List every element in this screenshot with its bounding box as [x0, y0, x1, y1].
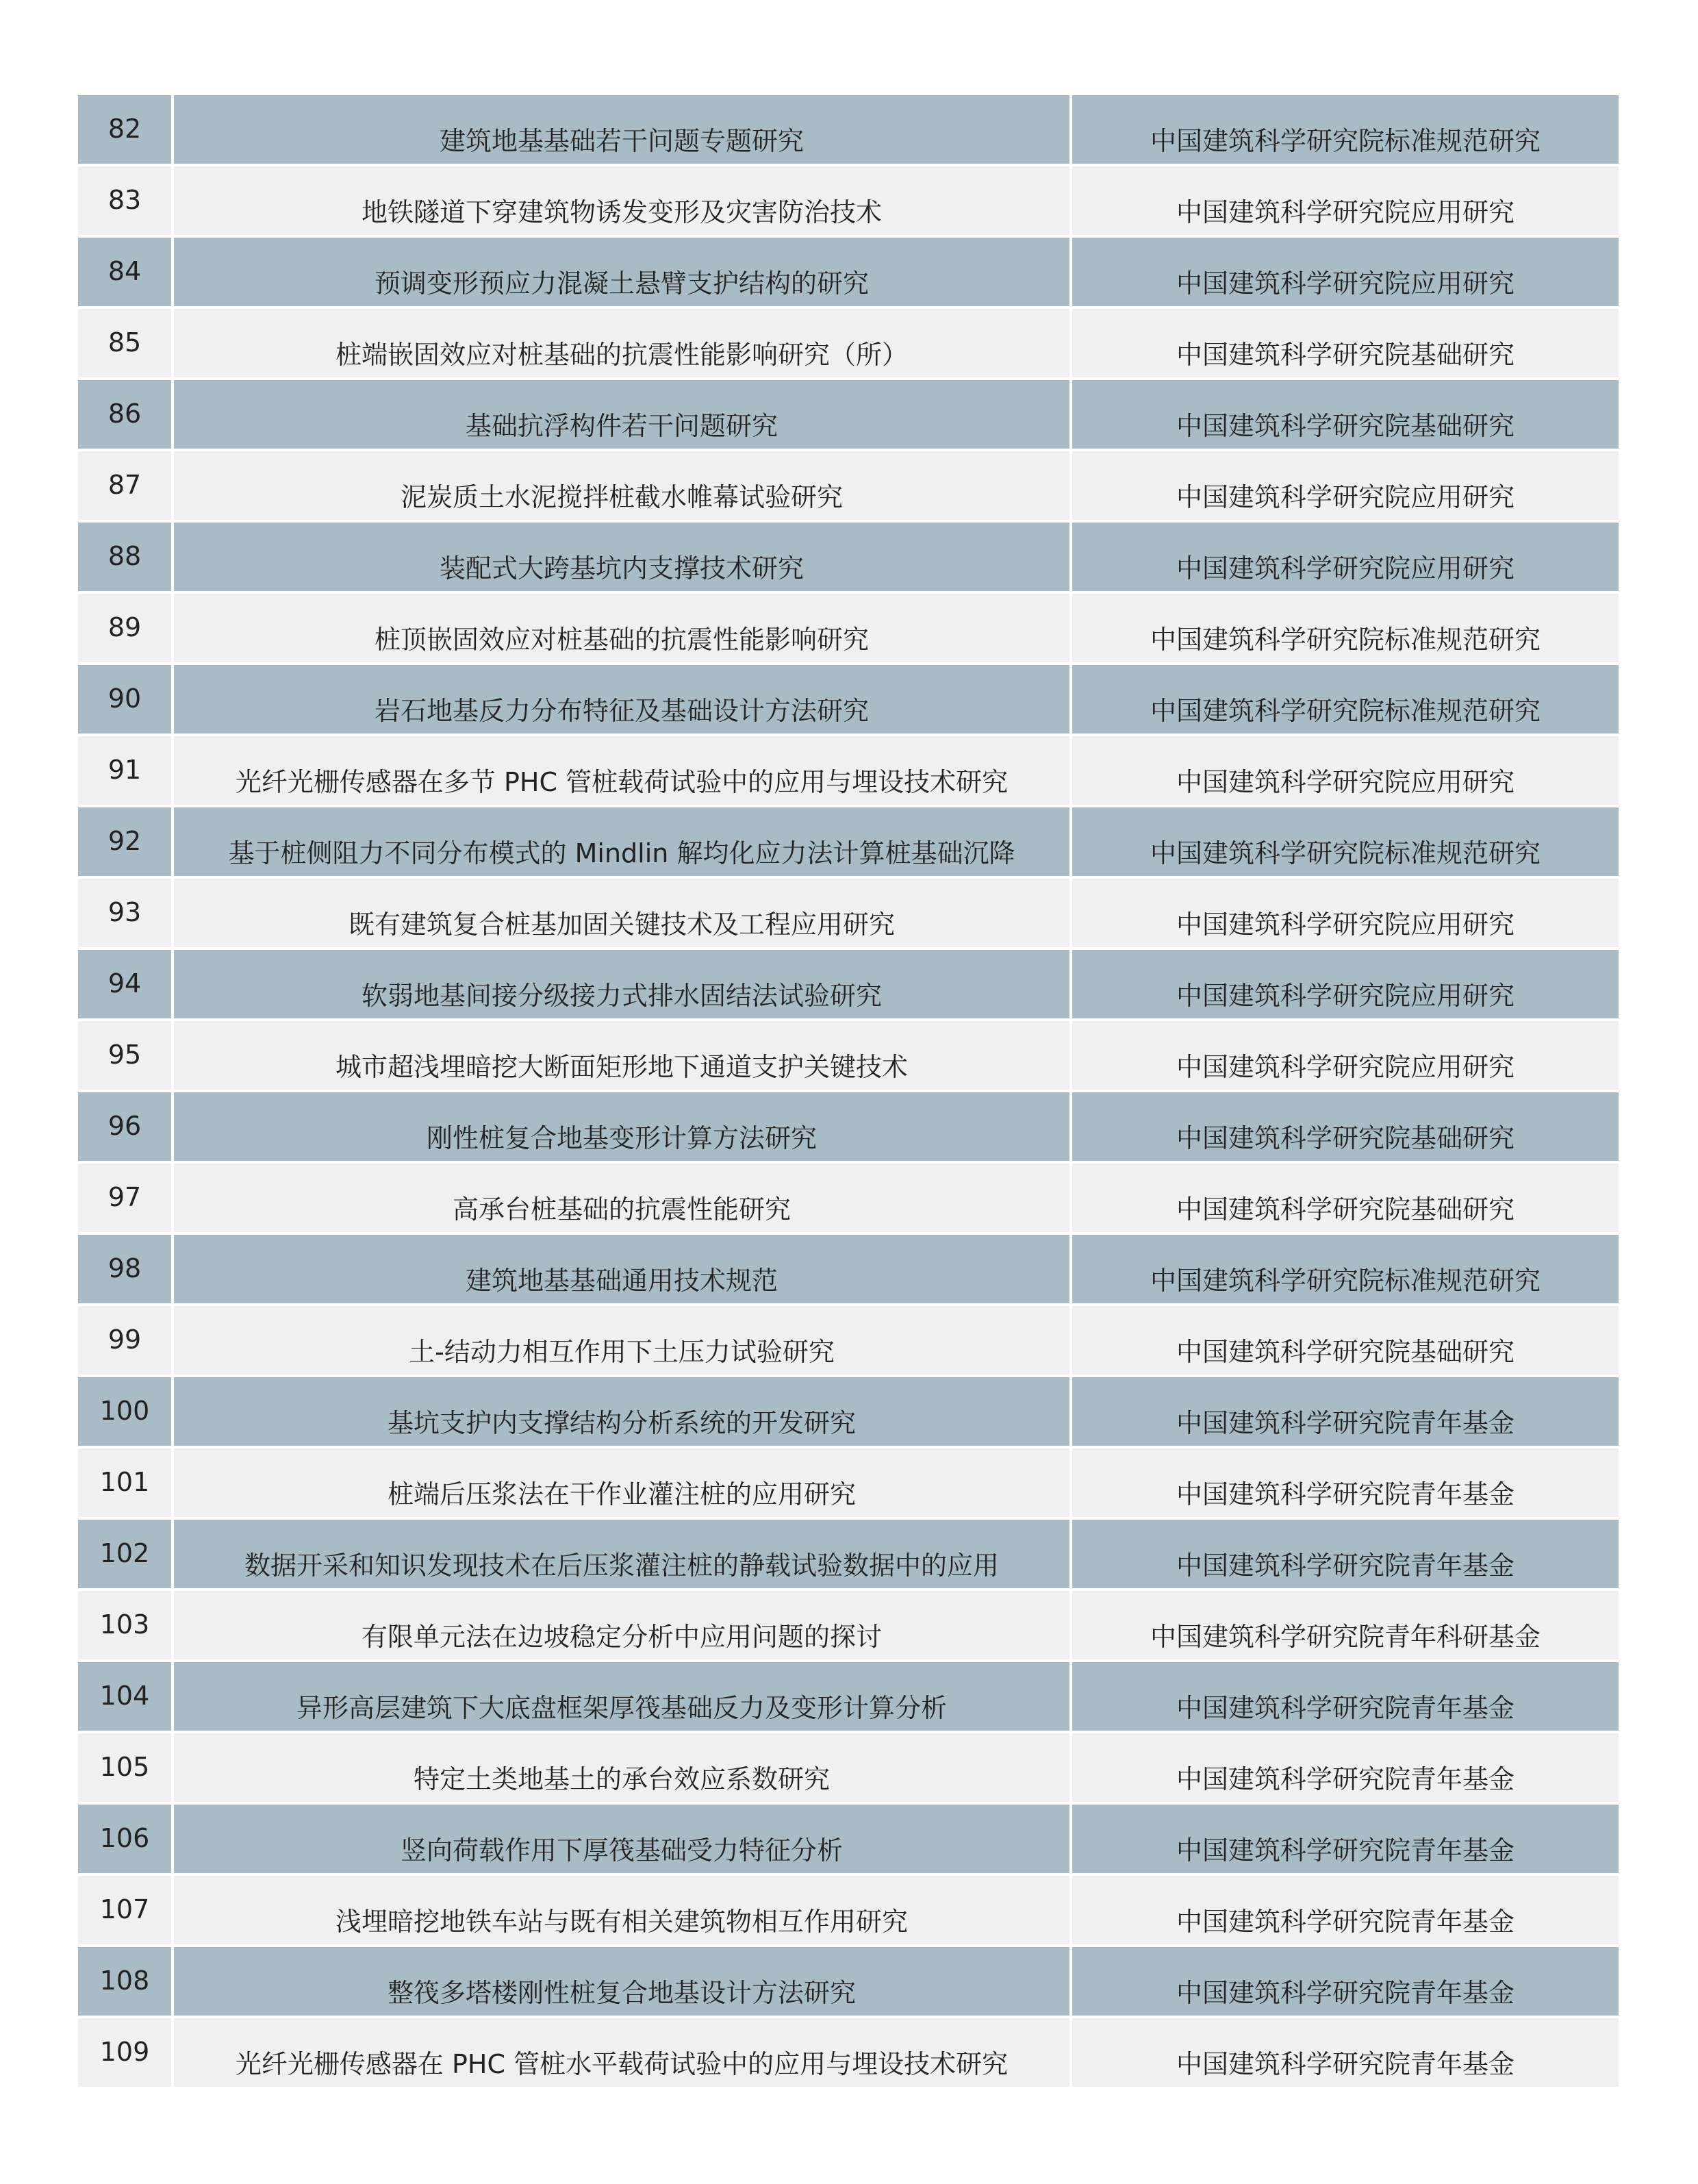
row-number: 106: [99, 1823, 150, 1853]
number-cell: [78, 1235, 171, 1303]
table-row: [78, 665, 1619, 733]
number-cell: [78, 1021, 171, 1090]
row-number: 92: [107, 826, 142, 856]
table-row: [78, 1306, 1619, 1375]
project-title: 预调变形预应力混凝土悬臂支护结构的研究: [374, 268, 869, 299]
row-number: 84: [107, 256, 142, 286]
project-title: 建筑地基基础通用技术规范: [465, 1266, 778, 1296]
number-cell: [78, 879, 171, 947]
number-cell: [78, 1448, 171, 1517]
row-number: 93: [107, 897, 142, 927]
title-cell: [174, 1662, 1069, 1731]
funding-source: 中国建筑科学研究院应用研究: [1176, 482, 1515, 512]
table-row: [78, 309, 1619, 377]
source-cell: [1072, 736, 1619, 805]
table-row: [78, 451, 1619, 520]
number-cell: [78, 665, 171, 733]
table-row: [78, 1377, 1619, 1446]
source-cell: [1072, 2018, 1619, 2087]
row-number: 85: [107, 327, 142, 357]
title-cell: [174, 807, 1069, 876]
row-number: 98: [107, 1253, 142, 1283]
source-cell: [1072, 1092, 1619, 1161]
funding-source: 中国建筑科学研究院青年科研基金: [1150, 1622, 1541, 1652]
source-cell: [1072, 238, 1619, 306]
title-cell: [174, 451, 1069, 520]
funding-source: 中国建筑科学研究院基础研究: [1176, 1337, 1515, 1367]
project-title: 竖向荷载作用下厚筏基础受力特征分析: [400, 1835, 843, 1866]
funding-source: 中国建筑科学研究院应用研究: [1176, 197, 1515, 227]
table-row: [78, 1448, 1619, 1517]
funding-source: 中国建筑科学研究院标准规范研究: [1150, 838, 1541, 868]
row-number: 105: [99, 1752, 150, 1782]
title-cell: [174, 665, 1069, 733]
project-title: 基于桩侧阻力不同分布模式的 Mindlin 解均化应力法计算桩基础沉降: [228, 838, 1015, 868]
title-cell: [174, 1733, 1069, 1802]
number-cell: [78, 451, 171, 520]
title-cell: [174, 1591, 1069, 1659]
title-cell: [174, 1947, 1069, 2016]
source-cell: [1072, 1235, 1619, 1303]
funding-source: 中国建筑科学研究院应用研究: [1176, 553, 1515, 583]
source-cell: [1072, 451, 1619, 520]
project-title: 数据开采和知识发现技术在后压浆灌注桩的静载试验数据中的应用: [244, 1551, 999, 1581]
source-cell: [1072, 1805, 1619, 1873]
title-cell: [174, 1021, 1069, 1090]
title-cell: [174, 166, 1069, 235]
table-row: [78, 1092, 1619, 1161]
title-cell: [174, 950, 1069, 1018]
number-cell: [78, 807, 171, 876]
title-cell: [174, 1520, 1069, 1588]
project-title: 刚性桩复合地基变形计算方法研究: [426, 1123, 817, 1153]
source-cell: [1072, 1947, 1619, 2016]
number-cell: [78, 736, 171, 805]
funding-source: 中国建筑科学研究院应用研究: [1176, 1052, 1515, 1082]
project-title: 建筑地基基础若干问题专题研究: [439, 126, 804, 156]
source-cell: [1072, 879, 1619, 947]
table-row: [78, 807, 1619, 876]
number-cell: [78, 309, 171, 377]
number-cell: [78, 950, 171, 1018]
row-number: 100: [99, 1396, 150, 1426]
title-cell: [174, 1377, 1069, 1446]
project-title: 基础抗浮构件若干问题研究: [465, 411, 778, 441]
project-table: [78, 95, 1619, 2087]
title-cell: [174, 736, 1069, 805]
project-title: 整筏多塔楼刚性桩复合地基设计方法研究: [387, 1978, 856, 2008]
number-cell: [78, 523, 171, 591]
source-cell: [1072, 665, 1619, 733]
row-number: 108: [99, 1966, 150, 1996]
funding-source: 中国建筑科学研究院应用研究: [1176, 981, 1515, 1011]
number-cell: [78, 2018, 171, 2087]
project-title: 岩石地基反力分布特征及基础设计方法研究: [374, 696, 869, 726]
title-cell: [174, 1876, 1069, 1944]
table-row: [78, 594, 1619, 662]
source-cell: [1072, 1520, 1619, 1588]
title-cell: [174, 1164, 1069, 1232]
project-title: 高承台桩基础的抗震性能研究: [452, 1194, 791, 1225]
title-cell: [174, 1235, 1069, 1303]
number-cell: [78, 1805, 171, 1873]
table-row: [78, 1876, 1619, 1944]
row-number: 95: [107, 1040, 142, 1070]
source-cell: [1072, 1164, 1619, 1232]
funding-source: 中国建筑科学研究院基础研究: [1176, 1194, 1515, 1225]
project-title: 土-结动力相互作用下土压力试验研究: [409, 1337, 835, 1367]
project-title: 地铁隧道下穿建筑物诱发变形及灾害防治技术: [361, 197, 882, 227]
funding-source: 中国建筑科学研究院标准规范研究: [1150, 1266, 1541, 1296]
source-cell: [1072, 1306, 1619, 1375]
funding-source: 中国建筑科学研究院青年基金: [1176, 1978, 1515, 2008]
row-number: 107: [99, 1894, 150, 1924]
row-number: 103: [99, 1609, 150, 1640]
row-number: 99: [107, 1325, 142, 1355]
funding-source: 中国建筑科学研究院标准规范研究: [1150, 696, 1541, 726]
funding-source: 中国建筑科学研究院应用研究: [1176, 268, 1515, 299]
funding-source: 中国建筑科学研究院应用研究: [1176, 767, 1515, 797]
funding-source: 中国建筑科学研究院青年基金: [1176, 1835, 1515, 1866]
title-cell: [174, 1805, 1069, 1873]
table-row: [78, 380, 1619, 449]
project-title: 泥炭质土水泥搅拌桩截水帷幕试验研究: [400, 482, 843, 512]
source-cell: [1072, 523, 1619, 591]
source-cell: [1072, 380, 1619, 449]
row-number: 97: [107, 1182, 142, 1212]
project-title: 城市超浅埋暗挖大断面矩形地下通道支护关键技术: [335, 1052, 908, 1082]
number-cell: [78, 95, 171, 164]
funding-source: 中国建筑科学研究院青年基金: [1176, 1907, 1515, 1937]
source-cell: [1072, 309, 1619, 377]
table-row: [78, 95, 1619, 164]
number-cell: [78, 1947, 171, 2016]
table-row: [78, 1235, 1619, 1303]
funding-source: 中国建筑科学研究院青年基金: [1176, 1408, 1515, 1438]
source-cell: [1072, 594, 1619, 662]
title-cell: [174, 879, 1069, 947]
table-row: [78, 238, 1619, 306]
table-row: [78, 736, 1619, 805]
source-cell: [1072, 1021, 1619, 1090]
table-row: [78, 1662, 1619, 1731]
funding-source: 中国建筑科学研究院青年基金: [1176, 1764, 1515, 1794]
number-cell: [78, 1876, 171, 1944]
row-number: 109: [99, 2037, 150, 2067]
project-title: 桩端后压浆法在干作业灌注桩的应用研究: [387, 1479, 856, 1509]
project-title: 光纤光栅传感器在多节 PHC 管桩载荷试验中的应用与埋设技术研究: [235, 767, 1009, 797]
number-cell: [78, 1164, 171, 1232]
funding-source: 中国建筑科学研究院青年基金: [1176, 1693, 1515, 1723]
row-number: 91: [107, 755, 142, 785]
funding-source: 中国建筑科学研究院基础研究: [1176, 340, 1515, 370]
funding-source: 中国建筑科学研究院基础研究: [1176, 1123, 1515, 1153]
number-cell: [78, 1662, 171, 1731]
funding-source: 中国建筑科学研究院标准规范研究: [1150, 126, 1541, 156]
number-cell: [78, 1733, 171, 1802]
row-number: 86: [107, 399, 142, 429]
project-title: 既有建筑复合桩基加固关键技术及工程应用研究: [348, 909, 895, 940]
title-cell: [174, 594, 1069, 662]
row-number: 94: [107, 968, 142, 999]
project-title: 装配式大跨基坑内支撑技术研究: [439, 553, 804, 583]
number-cell: [78, 166, 171, 235]
row-number: 82: [107, 114, 142, 144]
project-title: 浅埋暗挖地铁车站与既有相关建筑物相互作用研究: [335, 1907, 908, 1937]
funding-source: 中国建筑科学研究院应用研究: [1176, 909, 1515, 940]
title-cell: [174, 1092, 1069, 1161]
number-cell: [78, 1377, 171, 1446]
number-cell: [78, 1306, 171, 1375]
source-cell: [1072, 1733, 1619, 1802]
table-row: [78, 1947, 1619, 2016]
source-cell: [1072, 950, 1619, 1018]
row-number: 102: [99, 1538, 150, 1568]
title-cell: [174, 523, 1069, 591]
source-cell: [1072, 1591, 1619, 1659]
table-row: [78, 166, 1619, 235]
row-number: 101: [99, 1467, 150, 1497]
title-cell: [174, 1448, 1069, 1517]
funding-source: 中国建筑科学研究院青年基金: [1176, 1479, 1515, 1509]
table-row: [78, 1805, 1619, 1873]
project-title: 光纤光栅传感器在 PHC 管桩水平载荷试验中的应用与埋设技术研究: [235, 2049, 1009, 2079]
title-cell: [174, 2018, 1069, 2087]
row-number: 96: [107, 1111, 142, 1141]
table-row: [78, 523, 1619, 591]
table-row: [78, 1520, 1619, 1588]
number-cell: [78, 594, 171, 662]
table-row: [78, 879, 1619, 947]
row-number: 104: [99, 1681, 150, 1711]
title-cell: [174, 95, 1069, 164]
source-cell: [1072, 95, 1619, 164]
table-row: [78, 1164, 1619, 1232]
table-row: [78, 1733, 1619, 1802]
number-cell: [78, 1520, 171, 1588]
number-cell: [78, 1092, 171, 1161]
source-cell: [1072, 166, 1619, 235]
funding-source: 中国建筑科学研究院青年基金: [1176, 1551, 1515, 1581]
funding-source: 中国建筑科学研究院青年基金: [1176, 2049, 1515, 2079]
title-cell: [174, 380, 1069, 449]
project-title: 基坑支护内支撑结构分析系统的开发研究: [387, 1408, 856, 1438]
row-number: 83: [107, 185, 142, 215]
table-row: [78, 2018, 1619, 2087]
source-cell: [1072, 1448, 1619, 1517]
funding-source: 中国建筑科学研究院基础研究: [1176, 411, 1515, 441]
title-cell: [174, 309, 1069, 377]
row-number: 87: [107, 470, 142, 500]
number-cell: [78, 380, 171, 449]
funding-source: 中国建筑科学研究院标准规范研究: [1150, 625, 1541, 655]
source-cell: [1072, 1662, 1619, 1731]
row-number: 89: [107, 612, 142, 642]
number-cell: [78, 1591, 171, 1659]
project-title: 桩顶嵌固效应对桩基础的抗震性能影响研究: [374, 625, 869, 655]
project-title: 软弱地基间接分级接力式排水固结法试验研究: [361, 981, 882, 1011]
table-row: [78, 1591, 1619, 1659]
project-title: 桩端嵌固效应对桩基础的抗震性能影响研究（所）: [335, 340, 908, 370]
title-cell: [174, 1306, 1069, 1375]
project-title: 有限单元法在边坡稳定分析中应用问题的探讨: [361, 1622, 882, 1652]
project-title: 特定土类地基土的承台效应系数研究: [413, 1764, 830, 1794]
row-number: 88: [107, 541, 142, 571]
project-title: 异形高层建筑下大底盘框架厚筏基础反力及变形计算分析: [296, 1693, 947, 1723]
source-cell: [1072, 807, 1619, 876]
table-row: [78, 1021, 1619, 1090]
row-number: 90: [107, 683, 142, 714]
number-cell: [78, 238, 171, 306]
table-row: [78, 950, 1619, 1018]
source-cell: [1072, 1876, 1619, 1944]
title-cell: [174, 238, 1069, 306]
source-cell: [1072, 1377, 1619, 1446]
